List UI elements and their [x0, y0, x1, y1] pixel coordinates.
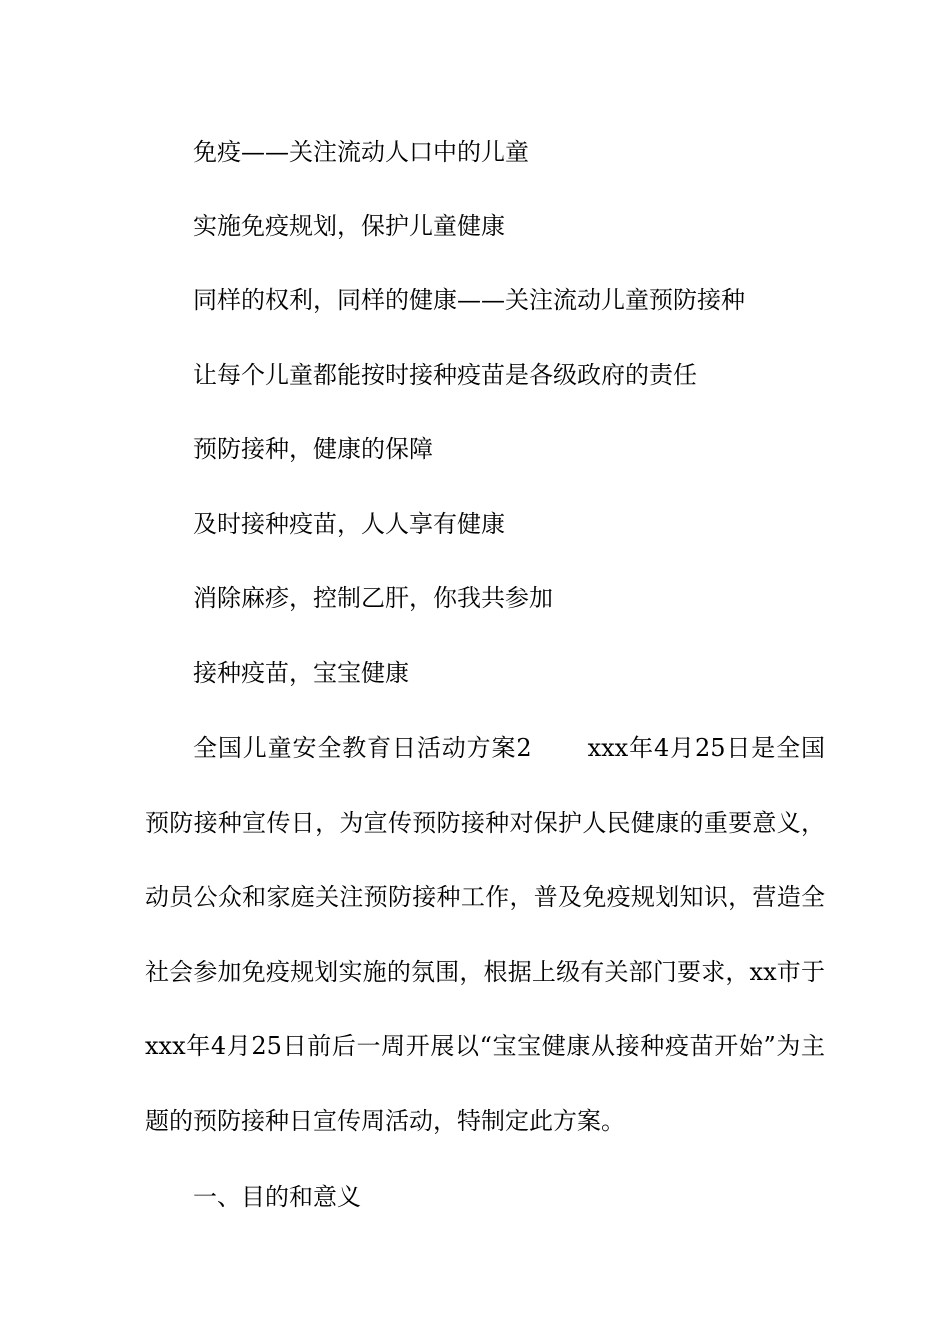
slogan-line: 消除麻疹，控制乙肝，你我共参加 — [193, 584, 553, 612]
slogan-line: 接种疫苗，宝宝健康 — [193, 659, 409, 687]
slogan-line: 预防接种，健康的保障 — [193, 435, 433, 463]
slogan-line: 免疫——关注流动人口中的儿童 — [193, 138, 529, 166]
plan-paragraph — [145, 711, 825, 1158]
slogan-line: 让每个儿童都能按时接种疫苗是各级政府的责任 — [193, 361, 697, 389]
slogan-line: 及时接种疫苗，人人享有健康 — [193, 510, 505, 538]
plan-body: xxx年4月25日是全国预防接种宣传日，为宣传预防接种对保护人民健康的重要意义，动员公众和家庭关注预防接种工作，普及免疫规划知识，营造全社会参加免疫规划实施的氛围，根据上级有关部门要求，xx市于xxx年4月25日前后一周开展以“宝宝健康从接种疫苗开始”为主题的预防接种日宣传周活动，特制定此方案。 — [145, 734, 825, 1135]
slogan-line: 同样的权利，同样的健康——关注流动儿童预防接种 — [193, 286, 745, 314]
plan-title: 全国儿童安全教育日活动方案2 — [193, 734, 532, 762]
slogan-line: 实施免疫规划，保护儿童健康 — [193, 212, 505, 240]
section-heading: 一、目的和意义 — [193, 1183, 361, 1211]
